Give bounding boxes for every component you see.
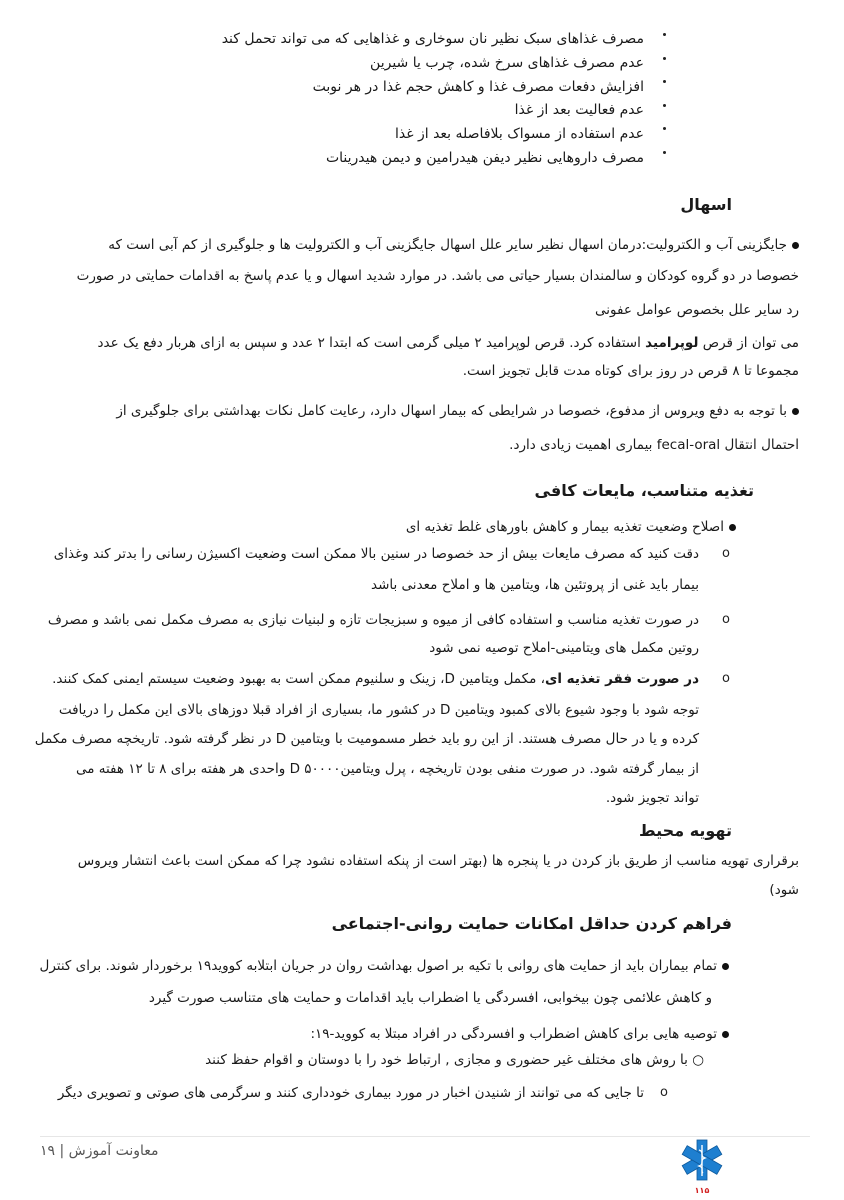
bullet-marker: [663, 57, 666, 60]
sub-bullet-marker: o: [722, 546, 730, 561]
paragraph-line: [108, 235, 799, 255]
paragraph-line: احتمال انتقال fecal-oral بیماری اهمیت زیادی دارد.: [509, 437, 799, 453]
paragraph-line: مجموعا تا ۸ قرص در روز برای کوتاه مدت قابل تجویز است.: [462, 363, 799, 379]
list-item: در صورت تغذیه مناسب و استفاده کافی از میوه و سبزیجات تازه و لبنیات نیازی به مصرف مکمل نمی باشد و مصرف: [47, 612, 699, 628]
text: ، مکمل ویتامین D، زینک و سلنیوم ممکن است به بهبود وضعیت سیستم ایمنی کمک کنند.: [52, 671, 545, 687]
list-item: افزایش دفعات مصرف غذا و کاهش حجم غذا در هر نوبت: [312, 79, 644, 95]
text: استفاده کرد. قرص لوپرامید ۲ میلی گرمی است که ابتدا ۲ عدد و سپس به ازای هربار دفع یک عدد: [97, 335, 646, 351]
paragraph-line: رد سایر علل بخصوص عوامل عفونی: [595, 302, 799, 318]
text: اصلاح وضعیت تغذیه بیمار و کاهش باورهای غلط تغذیه ای: [405, 519, 724, 535]
section-heading-psych: فراهم کردن حداقل امکانات حمایت روانی-اجتماعی: [331, 914, 732, 933]
footer-page-label: معاونت آموزش | ۱۹: [40, 1143, 159, 1159]
list-item: [406, 517, 736, 537]
bullet-marker: [722, 963, 729, 970]
section-heading-nutrition: تغذیه متناسب، مایعات کافی: [534, 481, 754, 500]
section-heading-diarrhea: اسهال: [680, 195, 732, 214]
paragraph-line: [116, 401, 799, 421]
bold-lead: در صورت فقر تغذیه ای: [544, 671, 699, 687]
paragraph-line: شود): [769, 882, 799, 898]
sub-list-item: [205, 1050, 704, 1070]
emblem-number: ۱۱۵: [694, 1186, 710, 1195]
bullet-marker: [663, 127, 666, 130]
sub-bullet-marker: o: [660, 1085, 668, 1100]
list-item: دقت کنید که مصرف مایعات بیش از حد خصوصا در سنین بالا ممکن است وضعیت اکسیژن رسانی را بدتر کند وغذای: [53, 546, 699, 562]
bullet-marker: [792, 408, 799, 415]
text: تمام بیماران باید از حمایت های روانی با تکیه بر اصول بهداشت روان در جریان ابتلابه کووید۱۹ برخوردار شوند. برای کنترل: [39, 958, 717, 974]
bullet-marker: [663, 33, 666, 36]
sub-bullet-marker: ○: [692, 1052, 704, 1068]
list-item-cont: بیمار باید غنی از پروتئین ها، ویتامین ها و املاح معدنی باشد: [371, 577, 699, 593]
list-item: مصرف داروهایی نظیر دیفن هیدرامین و دیمن هیدرینات: [325, 150, 644, 166]
text: می توان از قرص: [698, 335, 799, 351]
paragraph-line: برقراری تهویه مناسب از طریق باز کردن در یا پنجره ها (بهتر است از پنکه استفاده نشود چرا که ممکن است باعث انتشار ویروس: [77, 853, 799, 869]
list-item-cont: کرده و یا در حال مصرف هستند. از این رو باید خطر مسمومیت با ویتامین D در نظر گرفته شود. تاریخچه مصرف مکمل: [34, 731, 699, 747]
sub-bullet-marker: o: [722, 671, 730, 686]
list-item-cont: تواند تجویز شود.: [605, 790, 699, 806]
star-of-life-emblem-icon: [678, 1136, 726, 1184]
bullet-marker: [729, 524, 736, 531]
text: با توجه به دفع ویروس از مدفوع، خصوصا در شرایطی که بیمار اسهال دارد، رعایت کامل نکات بهداشتی برای جلوگیری از: [116, 403, 787, 419]
bullet-marker: [722, 1031, 729, 1038]
drug-name: لوپرامید: [645, 335, 699, 351]
list-item: [52, 669, 699, 689]
text: توصیه هایی برای کاهش اضطراب و افسردگی در افراد مبتلا به کووید-۱۹:: [310, 1026, 717, 1042]
section-heading-ventilation: تهویه محیط: [639, 821, 732, 840]
text: با روش های مختلف غیر حضوری و مجازی , ارتباط خود را با دوستان و اقوام حفظ کنند: [205, 1052, 688, 1068]
list-item-cont: از بیمار گرفته شود. در صورت منفی بودن تاریخچه ، پرل ویتامینD ۵۰۰۰۰ واحدی هر هفته برای ۸ تا ۱۲ هفته می: [75, 761, 699, 777]
list-item: عدم مصرف غذاهای سرخ شده، چرب یا شیرین: [370, 55, 644, 71]
list-item-cont: و کاهش علائمی چون بیخوابی، افسردگی یا اضطراب باید اقدامات و حمایت های متناسب صورت گیرد: [148, 990, 712, 1006]
paragraph-line: [98, 333, 799, 353]
paragraph-line: خصوصا در دو گروه کودکان و سالمندان بسیار حیاتی می باشد. در موارد شدید اسهال و یا عدم پاسخ به اقدامات حمایتی در صورت: [76, 268, 799, 284]
bullet-marker: [663, 151, 666, 154]
list-item: [310, 1024, 729, 1044]
sub-list-item: تا جایی که می توانند از شنیدن اخبار در مورد بیماری خودداری کنند و سرگرمی های صوتی و تصویری دیگر: [57, 1085, 644, 1101]
text: جایگزینی آب و الکترولیت:درمان اسهال نظیر سایر علل اسهال جایگزینی آب و الکترولیت ها و جلوگیری از کم آبی است که: [108, 237, 787, 253]
list-item: عدم فعالیت بعد از غذا: [514, 102, 644, 118]
list-item: عدم استفاده از مسواک بلافاصله بعد از غذا: [394, 126, 644, 142]
bullet-marker: [663, 80, 666, 83]
list-item: مصرف غذاهای سبک نظیر نان سوخاری و غذاهایی که می تواند تحمل کند: [221, 31, 644, 47]
list-item: [40, 956, 729, 976]
bullet-marker: [663, 104, 666, 107]
list-item-cont: روتین مکمل های ویتامینی-املاح توصیه نمی شود: [429, 640, 699, 656]
sub-bullet-marker: o: [722, 612, 730, 627]
bullet-marker: [792, 242, 799, 249]
list-item-cont: توجه شود با وجود شیوع بالای کمبود ویتامین D در کشور ما، بسیاری از افراد قبلا دوزهای بالای این مکمل را دریافت: [58, 702, 699, 718]
